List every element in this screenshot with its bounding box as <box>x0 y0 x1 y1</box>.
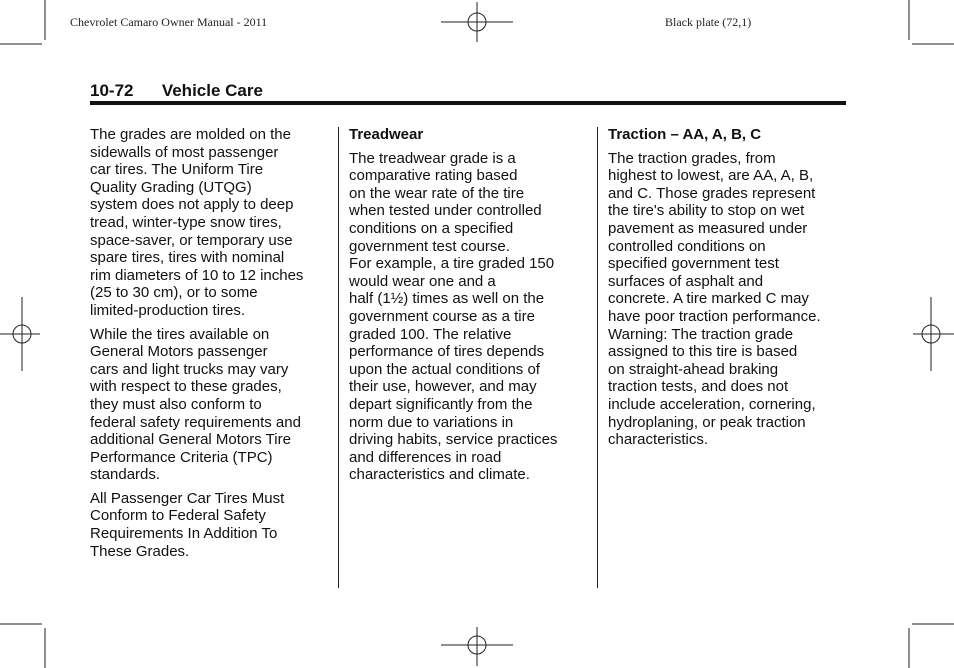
heading-traction: Traction – AA, A, B, C <box>608 126 762 143</box>
text-line: comparative rating based <box>349 167 518 185</box>
text-line: pavement as measured under <box>608 219 808 237</box>
text-line: have poor traction performance. <box>608 307 821 325</box>
text-line: For example, a tire graded 150 <box>349 255 555 273</box>
text-line: space-saver, or temporary use <box>90 231 293 249</box>
registration-mark-icon <box>913 297 954 371</box>
text-line: hydroplaning, or peak traction <box>608 413 806 431</box>
text-line: assigned to this tire is based <box>608 343 798 361</box>
text-line: Requirements In Addition To <box>90 525 278 543</box>
text-line: would wear one and a <box>349 272 496 290</box>
registration-mark-icon <box>441 2 513 42</box>
text-line: when tested under controlled <box>349 202 542 220</box>
text-line: additional General Motors Tire <box>90 431 291 449</box>
text-line: The traction grades, from <box>608 149 776 167</box>
text-line: traction tests, and does not <box>608 378 789 396</box>
text-line: with respect to these grades, <box>90 378 282 396</box>
text-line: These Grades. <box>90 542 190 560</box>
text-line: Performance Criteria (TPC) <box>90 448 273 466</box>
text-line: characteristics and climate. <box>349 466 530 484</box>
text-line: controlled conditions on <box>608 237 766 255</box>
document-title: Chevrolet Camaro Owner Manual - 2011 <box>70 15 268 29</box>
text-line: depart significantly from the <box>349 395 533 413</box>
page-number: 10-72 <box>90 81 134 100</box>
text-line: the tire's ability to stop on wet <box>608 202 805 220</box>
text-line: government test course. <box>349 237 510 255</box>
text-line: All Passenger Car Tires Must <box>90 489 285 507</box>
text-line: highest to lowest, are AA, A, B, <box>608 167 814 185</box>
text-line: on the wear rate of the tire <box>349 184 525 202</box>
text-line: Warning: The traction grade <box>608 325 794 343</box>
text-line: they must also conform to <box>90 395 262 413</box>
text-line: The treadwear grade is a <box>349 149 516 167</box>
text-line: Quality Grading (UTQG) <box>90 178 252 196</box>
text-line: General Motors passenger <box>90 343 268 361</box>
text-line: conditions on a specified <box>349 219 514 237</box>
heading-treadwear: Treadwear <box>349 126 424 143</box>
text-line: system does not apply to deep <box>90 196 294 214</box>
registration-mark-icon <box>441 627 513 666</box>
text-line: car tires. The Uniform Tire <box>90 161 264 179</box>
text-line: norm due to variations in <box>349 413 514 431</box>
text-line: government course as a tire <box>349 307 535 325</box>
text-line: upon the actual conditions of <box>349 360 540 378</box>
text-line: their use, however, and may <box>349 378 537 396</box>
text-line: rim diameters of 10 to 12 inches <box>90 266 304 284</box>
text-line: on straight-ahead braking <box>608 360 779 378</box>
text-line: (25 to 30 cm), or to some <box>90 284 258 302</box>
text-line: sidewalls of most passenger <box>90 143 279 161</box>
text-line: half (1½) times as well on the <box>349 290 545 308</box>
text-line: surfaces of asphalt and <box>608 272 764 290</box>
text-line: limited-production tires. <box>90 301 246 319</box>
text-line: specified government test <box>608 255 779 273</box>
text-line: concrete. A tire marked C may <box>608 290 809 308</box>
text-line: graded 100. The relative <box>349 325 512 343</box>
section-title: Vehicle Care <box>161 81 263 100</box>
text-line: tread, winter-type snow tires, <box>90 213 282 231</box>
text-line: characteristics. <box>608 431 709 449</box>
text-line: driving habits, service practices <box>349 431 558 449</box>
text-line: standards. <box>90 466 161 484</box>
text-line: spare tires, tires with nominal <box>90 249 285 267</box>
text-line: federal safety requirements and <box>90 413 301 431</box>
text-line: The grades are molded on the <box>90 126 291 143</box>
text-line: and C. Those grades represent <box>608 184 816 202</box>
text-line: performance of tires depends <box>349 343 545 361</box>
registration-mark-icon <box>0 297 40 371</box>
text-line: While the tires available on <box>90 325 270 343</box>
text-line: and differences in road <box>349 448 502 466</box>
text-line: cars and light trucks may vary <box>90 360 289 378</box>
text-line: include acceleration, cornering, <box>608 395 816 413</box>
plate-label: Black plate (72,1) <box>665 15 752 29</box>
text-line: Conform to Federal Safety <box>90 507 266 525</box>
